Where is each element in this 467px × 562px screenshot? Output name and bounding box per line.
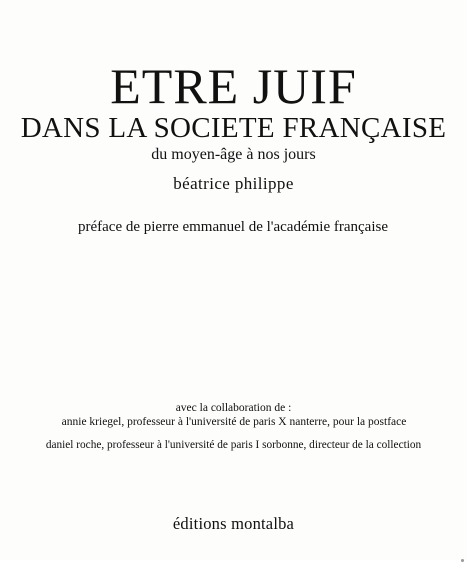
book-subtitle: du moyen-âge à nos jours bbox=[151, 146, 316, 163]
collaboration-intro: avec la collaboration de : bbox=[175, 402, 292, 414]
collaborator-collection-director: daniel roche, professeur à l'université de paris I sorbonne, directeur de la collection bbox=[45, 439, 422, 451]
book-title: ETRE JUIF bbox=[110, 58, 357, 114]
preface-credit: préface de pierre emmanuel de l'académie française bbox=[77, 219, 388, 235]
collaborator-postface: annie kriegel, professeur à l'université de paris X nanterre, pour la postface bbox=[61, 416, 407, 428]
author-name: béatrice philippe bbox=[173, 174, 294, 193]
book-title-continuation: DANS LA SOCIETE FRANÇAISE bbox=[20, 112, 447, 144]
publisher-name: éditions montalba bbox=[172, 514, 295, 533]
